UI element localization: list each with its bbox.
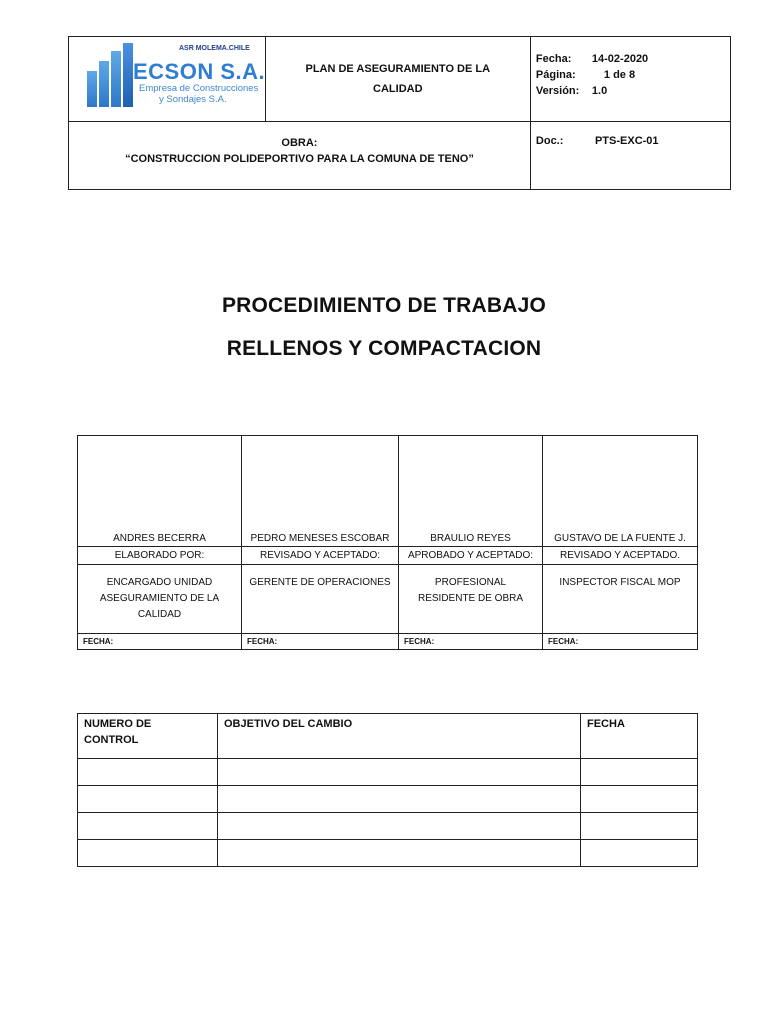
logo-bar xyxy=(87,71,97,107)
obra-cell xyxy=(69,122,531,190)
signature-fecha: FECHA: xyxy=(543,634,698,650)
document-meta xyxy=(530,37,730,122)
logo-bar xyxy=(123,43,133,107)
signature-fecha: FECHA: xyxy=(399,634,543,650)
table-cell xyxy=(581,759,698,786)
document-header xyxy=(68,36,731,190)
fecha-label: Fecha: xyxy=(535,53,572,65)
signature-name: BRAULIO REYES xyxy=(399,436,543,547)
signature-position: ENCARGADO UNIDAD ASEGURAMIENTO DE LA CALIDAD xyxy=(78,565,242,634)
table-row xyxy=(78,840,698,867)
signature-role: ELABORADO POR: xyxy=(78,547,242,565)
column-header: FECHA xyxy=(581,714,698,759)
logo-bar xyxy=(111,51,121,107)
signature-role: REVISADO Y ACEPTADO. xyxy=(543,547,698,565)
procedure-subtitle: RELLENOS Y COMPACTACION xyxy=(226,337,542,360)
pagina-label: Página: xyxy=(535,69,576,81)
table-cell xyxy=(218,786,581,813)
obra-value: “CONSTRUCCION POLIDEPORTIVO PARA LA COMUNA DE TENO” xyxy=(125,153,474,165)
table-cell xyxy=(581,840,698,867)
signature-fecha: FECHA: xyxy=(242,634,399,650)
table-cell xyxy=(78,759,218,786)
pagina-value: 1 de 8 xyxy=(603,69,636,81)
version-row xyxy=(536,83,730,99)
version-label: Versión: xyxy=(535,85,580,97)
column-header: NUMERO DE CONTROL xyxy=(78,714,218,759)
table-cell xyxy=(78,840,218,867)
table-row xyxy=(78,759,698,786)
company-logo xyxy=(87,43,267,115)
doc-label: Doc.: xyxy=(535,135,564,147)
logo-cell xyxy=(69,37,266,122)
logo-tagline: y Sondajes S.A. xyxy=(159,94,227,105)
doc-value: PTS-EXC-01 xyxy=(594,135,659,147)
table-cell xyxy=(78,786,218,813)
logo-brand: ECSON S.A. xyxy=(133,59,266,84)
signature-position: INSPECTOR FISCAL MOP xyxy=(543,565,698,634)
signature-position: GERENTE DE OPERACIONES xyxy=(242,565,399,634)
logo-badge: ASR MOLEMA.CHILE xyxy=(179,45,250,52)
signature-name: PEDRO MENESES ESCOBAR xyxy=(242,436,399,547)
table-cell xyxy=(581,813,698,840)
logo-bar xyxy=(99,61,109,107)
doc-cell xyxy=(530,122,730,190)
fecha-row xyxy=(536,51,730,67)
signature-fecha: FECHA: xyxy=(78,634,242,650)
logo-tagline: Empresa de Construcciones xyxy=(139,83,259,94)
signatures-table xyxy=(77,435,698,650)
version-value: 1.0 xyxy=(591,85,608,97)
table-cell xyxy=(218,813,581,840)
pagina-row xyxy=(536,67,730,83)
plan-title: PLAN DE ASEGURAMIENTO DE LA CALIDAD xyxy=(265,37,530,122)
table-cell xyxy=(218,759,581,786)
signature-role: REVISADO Y ACEPTADO: xyxy=(242,547,399,565)
table-cell xyxy=(581,786,698,813)
procedure-title: PROCEDIMIENTO DE TRABAJO xyxy=(221,294,547,317)
signature-role: APROBADO Y ACEPTADO: xyxy=(399,547,543,565)
fecha-value: 14-02-2020 xyxy=(591,53,649,65)
table-row xyxy=(78,786,698,813)
signature-position: PROFESIONAL RESIDENTE DE OBRA xyxy=(399,565,543,634)
change-control-table xyxy=(77,713,698,867)
table-row xyxy=(78,813,698,840)
obra-label: OBRA: xyxy=(281,137,318,149)
table-cell xyxy=(218,840,581,867)
signature-name: ANDRES BECERRA xyxy=(78,436,242,547)
table-cell xyxy=(78,813,218,840)
signature-name: GUSTAVO DE LA FUENTE J. xyxy=(543,436,698,547)
column-header: OBJETIVO DEL CAMBIO xyxy=(218,714,581,759)
